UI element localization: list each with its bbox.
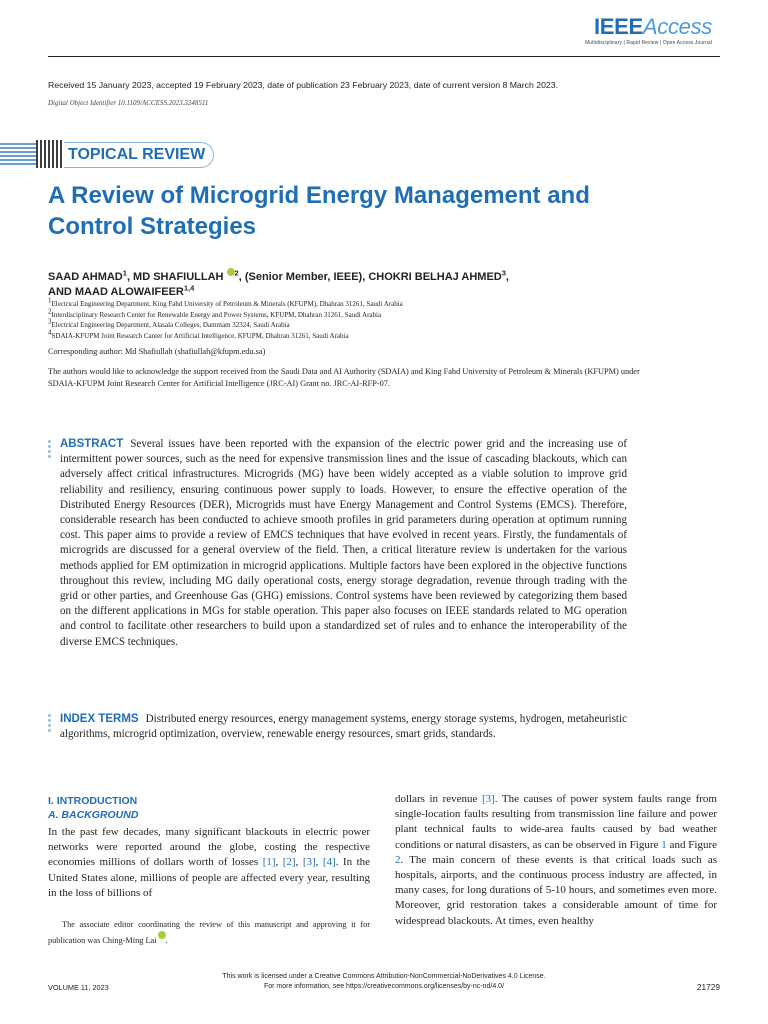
body-column-left [48,795,370,901]
index-terms-text: Distributed energy resources, energy management systems, energy storage systems, hydrogen, metaheuristic algorithms, microgrid optimization, overview, renewable energy resources, smart grids, standards. [60,713,627,741]
page-number: 21729 [696,982,720,992]
citation-link[interactable]: [1] [262,856,276,869]
citation-link[interactable]: [3] [302,856,316,869]
abstract-label: ABSTRACT [60,438,124,450]
orcid-icon[interactable] [227,268,235,276]
author-affil-mark: 3 [501,268,506,278]
affiliation-list [48,296,648,341]
citation-link[interactable]: [4] [322,856,336,869]
author-affil-mark: 2 [234,268,239,278]
author-name: AND MAAD ALOWAIFEER [48,286,184,298]
license-notice [0,972,768,991]
volume-label: VOLUME 11, 2023 [48,983,109,992]
affiliation-item: $^4$SDAIA-KFUPM Joint Research Canter for Artificial Intelligence, KFUPM, Dhahran 31261, Saudi Arabia [48,328,349,340]
index-terms-label: INDEX TERMS [60,713,139,725]
affiliation-item: $^1$Electrical Engineering Department, King Fahd University of Petroleum & Minerals (KFUPM), Dhahran 31261, Saudi Arabia [48,296,403,308]
author-affil-mark: 1,4 [183,283,195,293]
figure-link[interactable]: 1 [661,838,667,851]
author-role: , (Senior Member, IEEE), [238,271,369,283]
funding-acknowledgment: The authors would like to acknowledge the support received from the Saudi Data and AI Authority (SDAIA) and King Fahd University of Petroleum & Minerals (KFUPM) under SDAIA-KFUPM Joint Research Center for Artificial Intelligence (JRC-AI) Grant no. JRC-AI-RFP-07. [48,367,640,388]
author-name: SAAD AHMAD [48,271,123,283]
abstract-text: Several issues have been reported with the expansion of the electric power grid and the increasing use of intermittent power sources, such as the need for expensive transmission lines and the issue of cascading blackouts, which can adversely affect critical infrastructures. Microgrids (MG) have been widely accepted as a viable solution to improve grid reliability and resiliency, ensuring continuous power supply to loads. However, to ensure the effective operation of the Distributed Energy Resources (DER), Microgrids must have Energy Management and Control Systems (EMCS). Therefore, considerable research has been conducted to achieve smooth profiles in grid parameters during operation at optimum running cost. This paper aims to provide a review of EMCS techniques that have evolved in recent years. Firstly, the fundamentals of microgrids are discussed for a general overview of the field. Then, a critical literature review is undertaken for the various methods applied for EM optimization in microgrid applications. Multiple factors have been explored in the objective functions throughout this review, including MG daily operational costs, energy storage degradation, revenue through trading with the grid or other parties, and Greenhouse Gas (GHG) emissions. Control systems have been reviewed by categorizing them based on the different applications in MGs for stable operation. This paper also focuses on IEEE standards related to MG operation and control to facilitate other researchers to build upon a standardized set of rules and to enhance the interoperability of the diverse EMCS techniques. [60,438,627,648]
orcid-icon[interactable] [158,931,166,939]
index-terms-dots-icon [48,714,52,734]
badge-barcode-decoration [36,140,62,168]
badge-label: TOPICAL REVIEW [64,142,214,168]
license-link[interactable]: For more information, see https://creativecommons.org/licenses/by-nc-nd/4.0/ [263,982,505,990]
ieee-access-logo: IEEEAccess [593,14,712,39]
citation-link[interactable]: [3] [481,793,495,805]
abstract-dots-icon [48,440,52,460]
paper-title: A Review of Microgrid Energy Management and Control Strategies [48,182,590,240]
topical-review-badge [0,136,232,172]
received-dates: Received 15 January 2023, accepted 19 February 2023, date of publication 23 February 2023, date of current version 8 March 2023. [48,80,558,90]
editor-footnote: The associate editor coordinating the review of this manuscript and approving it for publication was Ching-Ming Lai . [48,920,370,945]
corresponding-author: Corresponding author: Md Shafiullah (shafiullah@kfupm.edu.sa) [48,347,266,356]
subsection-heading: A. BACKGROUND [48,809,139,821]
intro-paragraph: In the past few decades, many significant blackouts in electric power networks were reported around the globe, costing the respective economies millions of dollars worth of losses [1], [2], [3], [4]. In the United States alone, millions of people are affected every year, resulting in the loss of billions of [48,826,371,899]
journal-tagline: Multidisciplinary | Rapid Review | Open Access Journal [585,40,712,46]
abstract-block [60,437,627,650]
author-name: , MD SHAFIULLAH [126,271,224,283]
author-separator: , [505,271,509,283]
license-line: This work is licensed under a Creative Commons Attribution-NonCommercial-NoDerivatives 4.0 License. [222,973,546,980]
author-list [48,268,648,300]
author-name: CHOKRI BELHAJ AHMED [368,271,502,283]
badge-stripes-decoration [0,143,36,165]
index-terms-block [60,712,627,742]
author-affil-mark: 1 [122,268,127,278]
citation-link[interactable]: [2] [282,856,296,869]
figure-link[interactable]: 2 [395,853,401,866]
section-heading: I. INTRODUCTION [48,795,138,807]
affiliation-item: $^2$Interdisciplinary Research Center for Renewable Energy and Power Systems, KFUPM, Dhahran 31261, Saudi Arabia [48,307,382,319]
journal-brand [585,16,712,46]
header-rule [48,56,720,57]
doi-line: Digital Object Identifier 10.1109/ACCESS.2023.3248511 [48,99,209,107]
affiliation-item: $^3$Electrical Engineering Department, Alasala Colleges, Dammam 32324, Saudi Arabia [48,317,290,330]
body-column-right: dollars in revenue [3]. The causes of power system faults range from single-location faults resulting from transmission line failure and power plant technical faults to wide-area faults caused by bad weather conditions or natural disasters, as can be observed in Figure 1 and Figure 2. The main concern of these events is that critical loads such as hospitals, airports, and the continuous process industry are affected, in many cases, for long durations of 5-10 hours, and sometimes even more. Moreover, grid restoration takes a considerable amount of time for widespread blackouts. At times, even healthy [395,793,717,927]
